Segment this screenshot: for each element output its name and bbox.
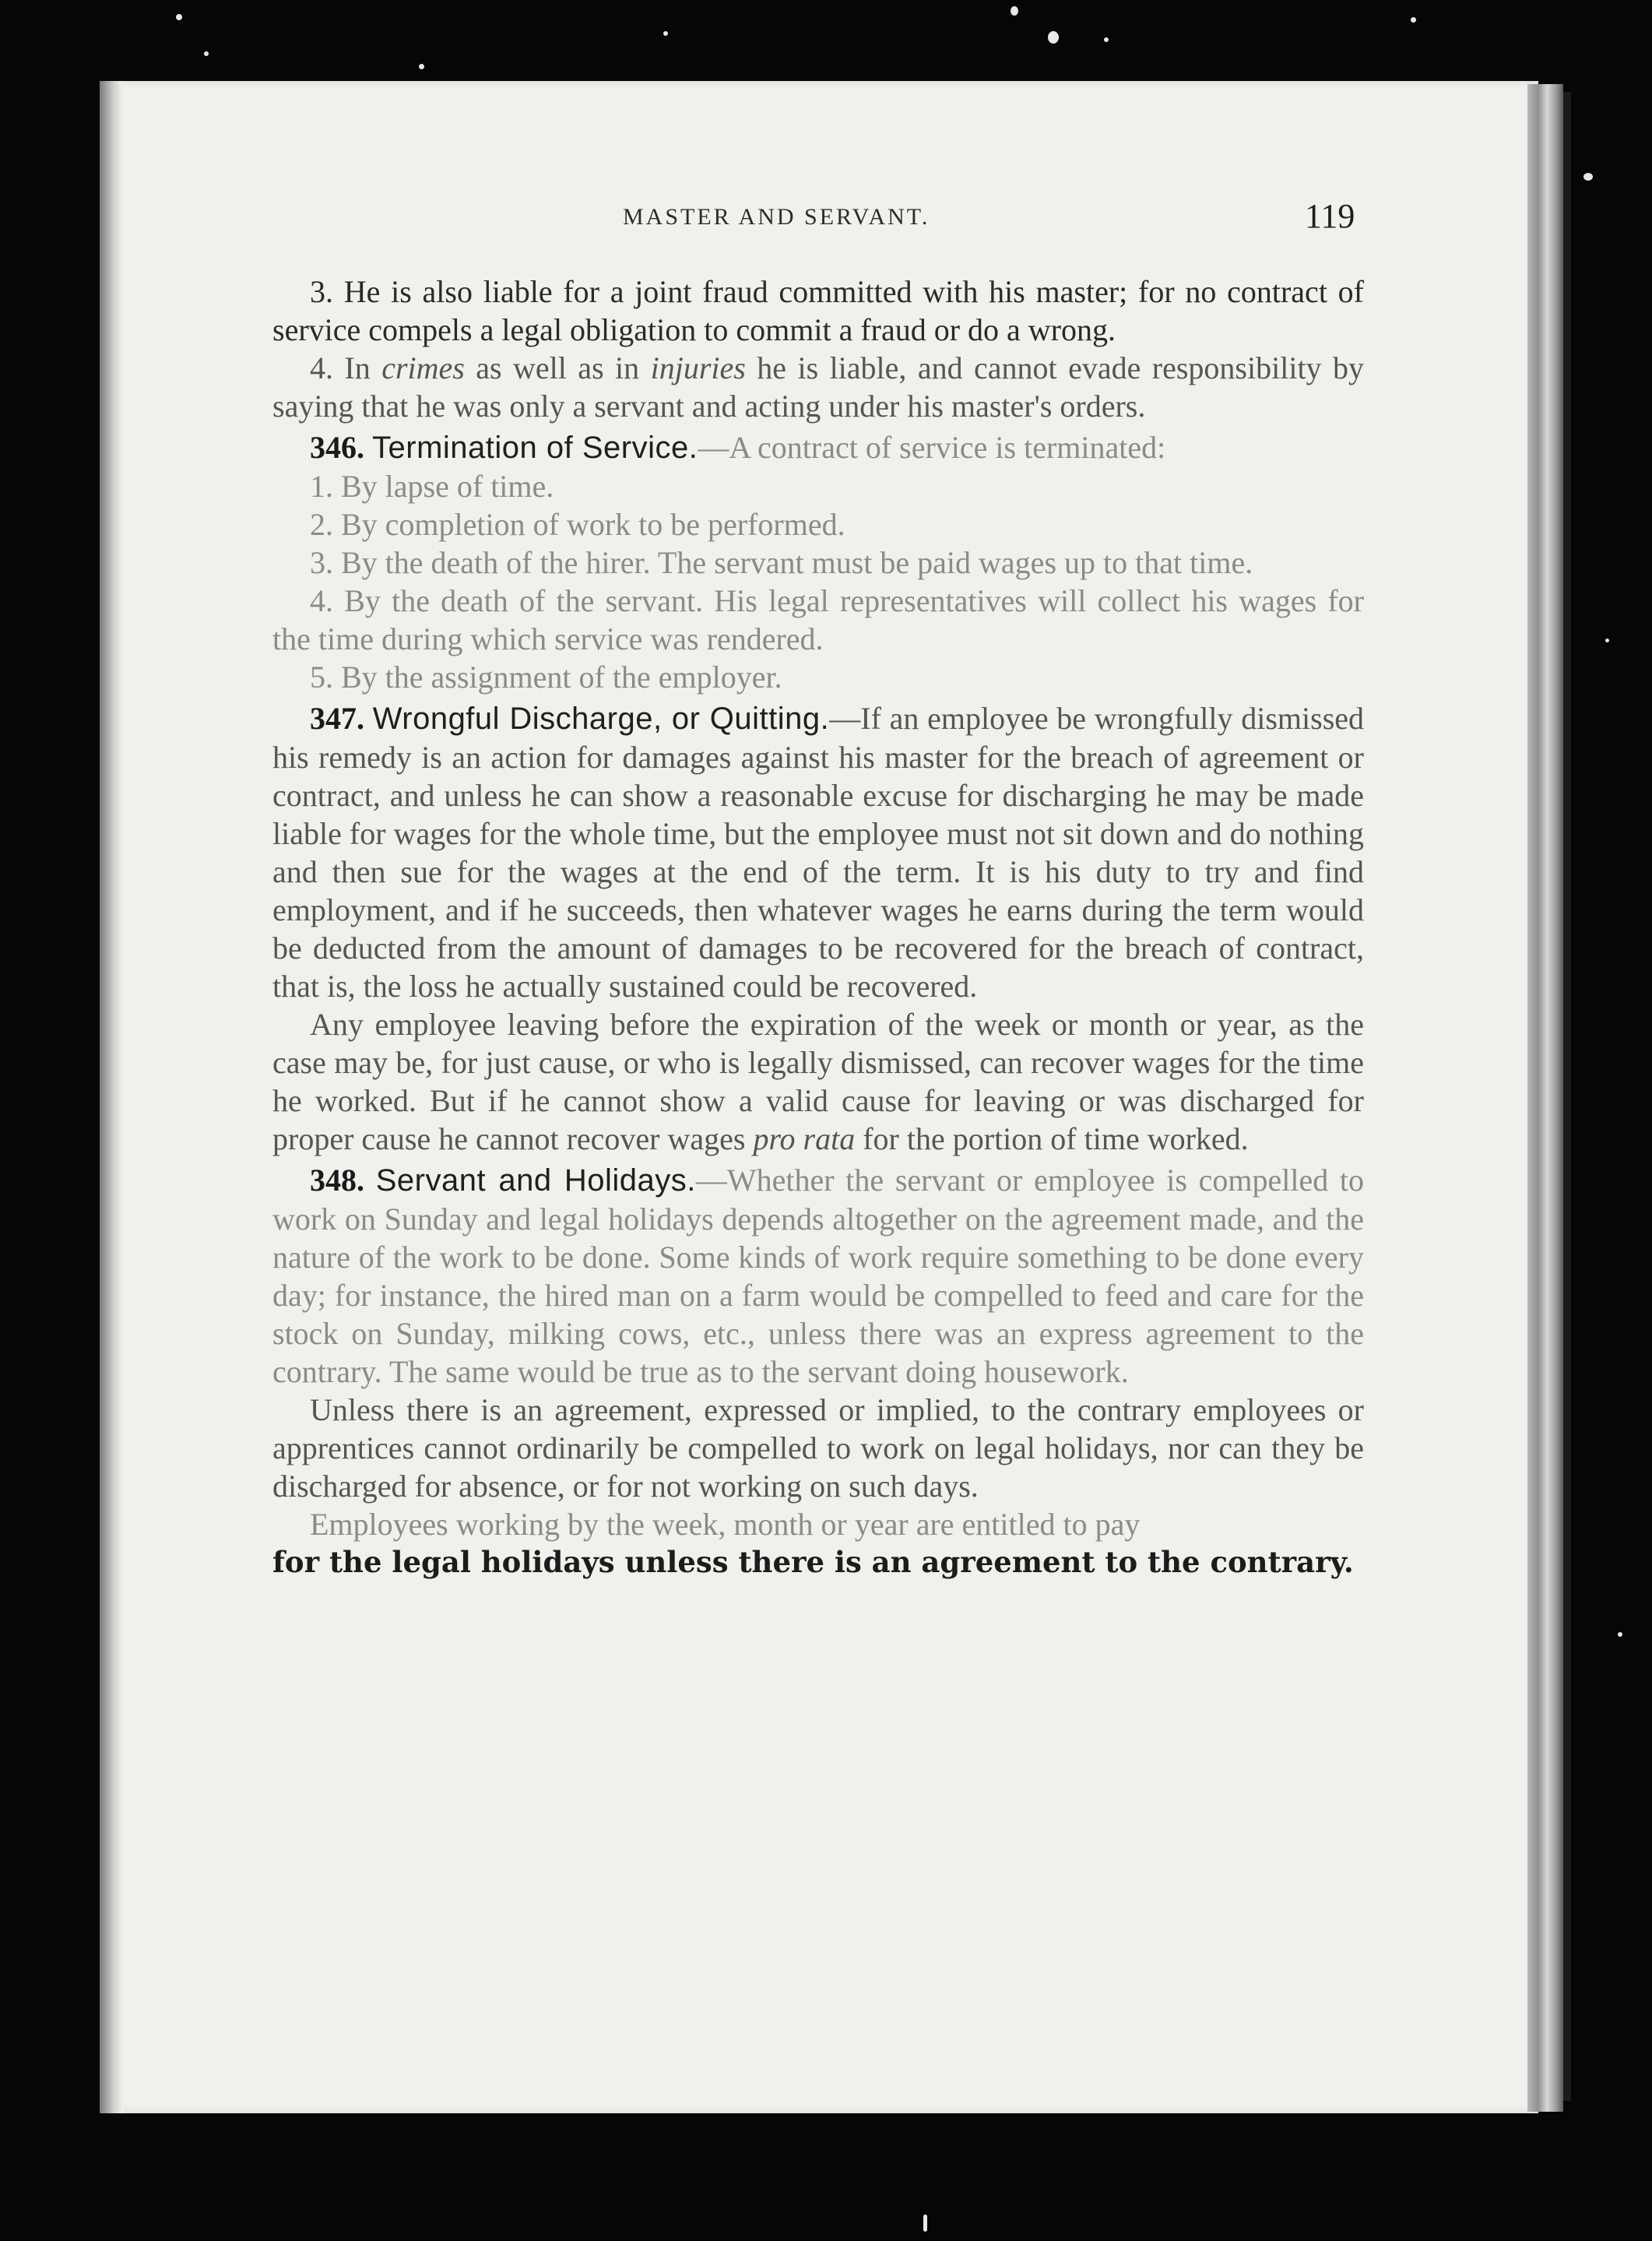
list-item: 5. By the assignment of the employer.: [310, 660, 782, 695]
list-item: 4. In crimes as well as in injuries he is liable, and cannot evade responsibility by saying that he was only a servant and acting under his master's orders.: [272, 350, 1364, 424]
dust-speck: [1104, 37, 1109, 42]
list-item: 1. By lapse of time.: [310, 469, 554, 504]
section-heading: Wrongful Discharge, or Quitting.: [372, 702, 830, 736]
section-number: 348.: [310, 1163, 364, 1198]
page-edge: [1527, 84, 1563, 2112]
page-number: 119: [1305, 197, 1355, 235]
section-348: 348. Servant and Holidays.—Whether the servant or employee is compelled to work on Sunday and legal holidays depends altogether on the agreement made, and the nature of the work to be done. Some kinds of work require something to be done every day; for instance, the hired man on a farm would be compelled to feed and care for the stock on Sunday, milking cows, etc., unless there was an express agreement to the contrary. The same would be true as to the servant doing housework.: [272, 1163, 1365, 1389]
dust-speck: [1605, 639, 1609, 642]
dust-speck: [663, 31, 668, 36]
page-gutter: [100, 81, 123, 2113]
dust-speck: [1411, 17, 1416, 23]
dust-speck: [176, 14, 182, 20]
section-number: 347.: [310, 701, 364, 736]
dust-speck: [419, 64, 424, 69]
dust-speck: [1583, 173, 1593, 181]
section-heading: Termination of Service.: [372, 431, 698, 465]
running-title: MASTER AND SERVANT.: [623, 204, 930, 230]
list-item: 2. By completion of work to be performed.: [310, 507, 845, 542]
dust-speck: [204, 51, 209, 56]
list-item: 4. By the death of the servant. His legal representatives will collect his wages for the time during which service was rendered.: [272, 583, 1364, 656]
section-number: 346.: [310, 430, 364, 465]
list-item: 3. By the death of the hirer. The servant must be paid wages up to that time.: [310, 545, 1253, 580]
dust-speck: [1618, 1632, 1622, 1637]
section-346: 346. Termination of Service.—A contract of service is terminated:: [310, 430, 1166, 465]
page-edge-shadow: [1563, 92, 1571, 2101]
paragraph: Any employee leaving before the expiration of the week or month or year, as the case may be, for just cause, or who is legally dismissed, can recover wages for the time he worked. But if he cannot show a valid cause for leaving or was discharged for proper cause he cannot recover wages pro rata for the portion of time worked.: [272, 1007, 1364, 1156]
paragraph: Unless there is an agreement, expressed or implied, to the contrary employees or apprentices cannot ordinarily be compelled to work on legal holidays, nor can they be discharged for absence, or for not working on such days.: [272, 1392, 1364, 1504]
dust-speck: [1048, 31, 1059, 44]
section-heading: Servant and Holidays.: [375, 1163, 696, 1198]
list-item: 3. He is also liable for a joint fraud committed with his master; for no contract of service compels a legal obligation to commit a fraud or do a wrong.: [272, 274, 1364, 347]
section-347: 347. Wrongful Discharge, or Quitting.—If an employee be wrongfully dismissed his remedy is an action for damages against his master for the breach of agreement or contract, and unless he can show a reasonable excuse for discharging he may be made liable for wages for the whole time, but the employee must not sit down and do nothing and then sue for the wages at the end of the term. It is his duty to try and find employment, and if he succeeds, then whatever wages he earns during the term would be deducted from the amount of damages to be recovered for the breach of contract, that is, the loss he actually sustained could be recovered.: [272, 701, 1365, 1004]
page-body: [272, 273, 1364, 1581]
dust-speck: [1011, 6, 1018, 16]
paragraph: for the legal holidays unless there is an agreement to the contrary.: [272, 1545, 1354, 1579]
dust-speck: [923, 2215, 927, 2232]
paragraph: Employees working by the week, month or year are entitled to pay: [310, 1507, 1141, 1542]
